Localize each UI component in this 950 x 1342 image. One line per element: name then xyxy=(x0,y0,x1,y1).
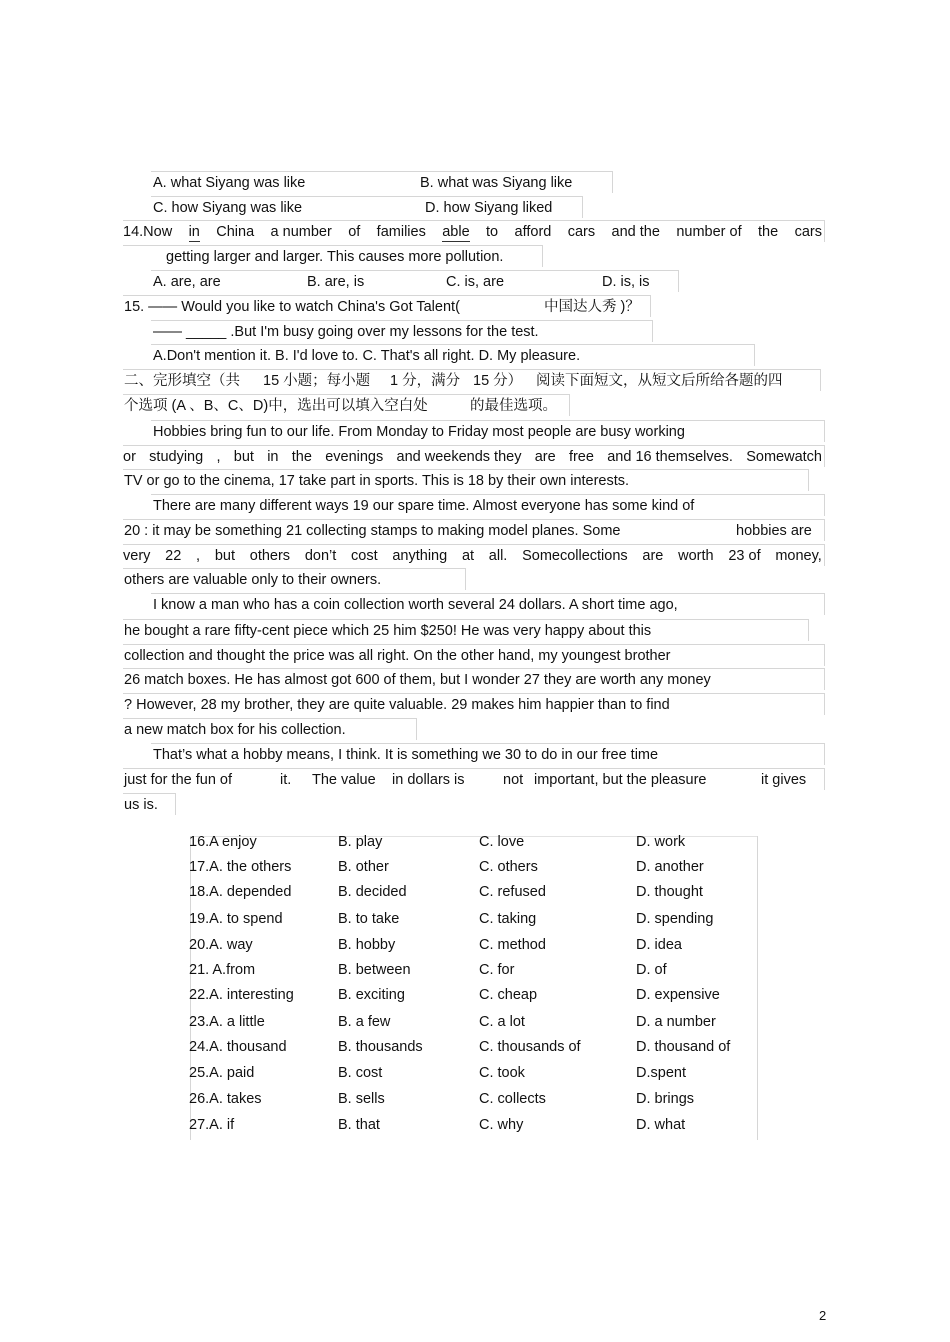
section2-instructions-3: 的最佳选项。 xyxy=(470,398,557,414)
option-22-d: D. expensive xyxy=(636,987,720,1003)
passage-word: Somecollections xyxy=(522,548,628,564)
passage-word: but xyxy=(214,548,235,564)
q13-options-row1 xyxy=(151,171,613,193)
passage-word: or xyxy=(123,449,136,465)
passage-p3-line2 xyxy=(123,619,809,641)
q14-options xyxy=(151,270,679,292)
option-26-b: B. sells xyxy=(338,1091,385,1107)
option-27-a: 27.A. if xyxy=(189,1117,235,1133)
q14-word: of xyxy=(348,224,361,240)
passage-word: worth xyxy=(678,548,714,564)
q14-word: the xyxy=(758,224,779,240)
passage-word: in xyxy=(267,449,279,465)
passage-text: That’s what a hobby means, I think. It is something we 30 to do in our free time xyxy=(153,747,659,763)
option-17-d: D. another xyxy=(636,859,704,875)
passage-text: a new match box for his collection. xyxy=(124,722,346,738)
passage-word: 23 of xyxy=(728,548,761,564)
section2-line1 xyxy=(123,369,821,391)
q14-word: 14.Now xyxy=(123,224,173,240)
q15-line1-chinese: 中国达人秀 )？ xyxy=(544,299,640,315)
passage-text: Hobbies bring fun to our life. From Monday to Friday most people are busy working xyxy=(153,424,685,440)
q14-option-a: A. are, are xyxy=(153,274,221,290)
option-21-d: D. of xyxy=(636,962,667,978)
passage-p3-line6 xyxy=(123,718,417,740)
q14-word: cars xyxy=(567,224,596,240)
option-27-d: D. what xyxy=(636,1117,686,1133)
passage-text: ? However, 28 my brother, they are quite valuable. 29 makes him happier than to find xyxy=(124,697,670,713)
passage-word: 22 xyxy=(165,548,182,564)
passage-word: very xyxy=(123,548,151,564)
option-16-d: D. work xyxy=(636,834,686,850)
section2-instructions-2: 个选项 (A 、B、C、D)中，选出可以填入空白处 xyxy=(124,398,428,414)
q14-line2 xyxy=(123,245,543,267)
option-27-c: C. why xyxy=(479,1117,524,1133)
q14-word-blank: in xyxy=(189,221,200,242)
option-20-b: B. hobby xyxy=(338,937,396,953)
option-21-b: B. between xyxy=(338,962,411,978)
passage-word: , xyxy=(196,548,201,564)
q14-word-blank: able xyxy=(442,221,469,242)
passage-p1-line1 xyxy=(151,420,825,442)
option-23-a: 23.A. a little xyxy=(189,1014,265,1030)
option-26-c: C. collects xyxy=(479,1091,546,1107)
option-24-c: C. thousands of xyxy=(479,1039,581,1055)
q14-word: cars xyxy=(794,224,822,240)
option-21-c: C. for xyxy=(479,962,515,978)
q13-options-row2 xyxy=(151,196,583,218)
passage-word: , xyxy=(216,449,221,465)
q13-option-a: A. what Siyang was like xyxy=(153,175,306,191)
passage-p1-line2 xyxy=(123,445,825,467)
passage-p3-line5 xyxy=(123,693,825,715)
option-22-c: C. cheap xyxy=(479,987,538,1003)
passage-p3-line3 xyxy=(123,644,825,666)
passage-word: others xyxy=(249,548,291,564)
option-23-c: C. a lot xyxy=(479,1014,525,1030)
option-19-d: D. spending xyxy=(636,911,714,927)
option-25-a: 25.A. paid xyxy=(189,1065,255,1081)
option-25-c: C. took xyxy=(479,1065,525,1081)
passage-word: anything xyxy=(392,548,448,564)
option-23-b: B. a few xyxy=(338,1014,391,1030)
passage-word: in dollars is xyxy=(392,772,465,788)
option-18-b: B. decided xyxy=(338,884,407,900)
q15-options xyxy=(151,344,755,366)
option-18-c: C. refused xyxy=(479,884,546,900)
passage-word: not xyxy=(503,772,524,788)
passage-word: it. xyxy=(280,772,292,788)
q14-line1 xyxy=(123,220,825,242)
option-20-c: C. method xyxy=(479,937,546,953)
passage-p2-line4 xyxy=(123,568,466,590)
passage-word: The value xyxy=(312,772,376,788)
passage-text: collection and thought the price was all right. On the other hand, my youngest brother xyxy=(124,648,671,664)
option-20-d: D. idea xyxy=(636,937,682,953)
section2-title: 二、完形填空（共 xyxy=(124,373,240,389)
passage-word: at xyxy=(461,548,475,564)
section2-instructions: 阅读下面短文，从短文后所给各题的四 xyxy=(536,373,783,389)
option-18-d: D. thought xyxy=(636,884,703,900)
passage-word: are xyxy=(534,449,556,465)
passage-word: free xyxy=(568,449,594,465)
passage-word: evenings xyxy=(325,449,384,465)
section2-line2 xyxy=(123,394,570,416)
options-frame-right xyxy=(757,836,758,1140)
option-20-a: 20.A. way xyxy=(189,937,253,953)
option-26-d: D. brings xyxy=(636,1091,695,1107)
passage-p3-line1 xyxy=(151,593,825,615)
q14-word: China xyxy=(216,224,255,240)
passage-text: us is. xyxy=(124,797,158,813)
q14-option-c: C. is, are xyxy=(446,274,505,290)
passage-text: he bought a rare fifty-cent piece which 25 him $250! He was very happy about this xyxy=(124,623,652,639)
q14-word: to xyxy=(486,224,499,240)
passage-word: studying xyxy=(149,449,204,465)
passage-text: I know a man who has a coin collection worth several 24 dollars. A short time ago, xyxy=(153,597,678,613)
q13-option-b: B. what was Siyang like xyxy=(420,175,573,191)
option-25-d: D.spent xyxy=(636,1065,686,1081)
passage-word: Somewatch xyxy=(746,449,822,465)
option-19-b: B. to take xyxy=(338,911,400,927)
q15-line2-text: —— _____ .But I'm busy going over my lessons for the test. xyxy=(153,324,539,340)
passage-text: others are valuable only to their owners. xyxy=(124,572,382,588)
passage-text: 26 match boxes. He has almost got 600 of them, but I wonder 27 they are worth any money xyxy=(124,672,711,688)
option-27-b: B. that xyxy=(338,1117,380,1133)
q14-option-b: B. are, is xyxy=(307,274,365,290)
q14-word: and the xyxy=(611,224,660,240)
option-19-a: 19.A. to spend xyxy=(189,911,283,927)
option-23-d: D. a number xyxy=(636,1014,716,1030)
option-21-a: 21. A.from xyxy=(189,962,256,978)
option-19-c: C. taking xyxy=(479,911,537,927)
option-17-a: 17.A. the others xyxy=(189,859,292,875)
passage-p3-line4 xyxy=(123,668,825,690)
passage-word: are xyxy=(642,548,664,564)
option-16-a: 16.A enjoy xyxy=(189,834,257,850)
passage-text: TV or go to the cinema, 17 take part in sports. This is 18 by their own interests. xyxy=(124,473,630,489)
q14-word: afford xyxy=(514,224,552,240)
option-24-d: D. thousand of xyxy=(636,1039,731,1055)
option-22-a: 22.A. interesting xyxy=(189,987,294,1003)
passage-word: and weekends they xyxy=(396,449,522,465)
option-25-b: B. cost xyxy=(338,1065,383,1081)
q14-word: a number xyxy=(270,224,332,240)
page-number: 2 xyxy=(819,1308,827,1323)
passage-word: money, xyxy=(775,548,822,564)
q15-line2 xyxy=(151,320,653,342)
passage-word: but xyxy=(233,449,254,465)
passage-p4-line1 xyxy=(151,743,825,765)
passage-p2-line2 xyxy=(123,519,825,541)
passage-word: it gives xyxy=(761,772,807,788)
option-16-c: C. love xyxy=(479,834,525,850)
passage-word: important, but the pleasure xyxy=(534,772,707,788)
passage-text: 20 : it may be something 21 collecting stamps to making model planes. Some xyxy=(124,523,621,539)
section2-total: 15 分） xyxy=(473,373,523,389)
q14-option-d: D. is, is xyxy=(602,274,650,290)
passage-text: There are many different ways 19 our spare time. Almost everyone has some kind of xyxy=(153,498,695,514)
q14-line2-text: getting larger and larger. This causes more pollution. xyxy=(166,249,504,265)
passage-p4-line2 xyxy=(123,768,825,790)
passage-word: and 16 themselves. xyxy=(607,449,733,465)
passage-p2-line3 xyxy=(123,544,825,566)
q14-word: families xyxy=(376,224,426,240)
q13-option-c: C. how Siyang was like xyxy=(153,200,303,216)
option-18-a: 18.A. depended xyxy=(189,884,292,900)
q14-word: number of xyxy=(676,224,742,240)
option-17-c: C. others xyxy=(479,859,538,875)
q15-options-text: A.Don't mention it. B. I'd love to. C. That's all right. D. My pleasure. xyxy=(153,348,581,364)
option-22-b: B. exciting xyxy=(338,987,405,1003)
section2-score: 1 分，满分 xyxy=(390,373,461,389)
option-26-a: 26.A. takes xyxy=(189,1091,262,1107)
option-17-b: B. other xyxy=(338,859,389,875)
q13-option-d: D. how Siyang liked xyxy=(425,200,553,216)
passage-p2-line1 xyxy=(151,494,825,516)
option-24-a: 24.A. thousand xyxy=(189,1039,287,1055)
passage-word: don’t xyxy=(304,548,337,564)
passage-p4-line3 xyxy=(123,793,176,815)
q15-line1-text: 15. —— Would you like to watch China's Got Talent( xyxy=(124,299,460,315)
passage-word: cost xyxy=(351,548,378,564)
passage-word: all. xyxy=(488,548,508,564)
passage-text: hobbies are xyxy=(736,523,812,539)
passage-word: just for the fun of xyxy=(124,772,233,788)
passage-word: the xyxy=(291,449,312,465)
passage-p1-line3 xyxy=(123,469,809,491)
option-24-b: B. thousands xyxy=(338,1039,423,1055)
q15-line1 xyxy=(123,295,651,317)
option-16-b: B. play xyxy=(338,834,383,850)
section2-count: 15 小题；每小题 xyxy=(263,373,371,389)
